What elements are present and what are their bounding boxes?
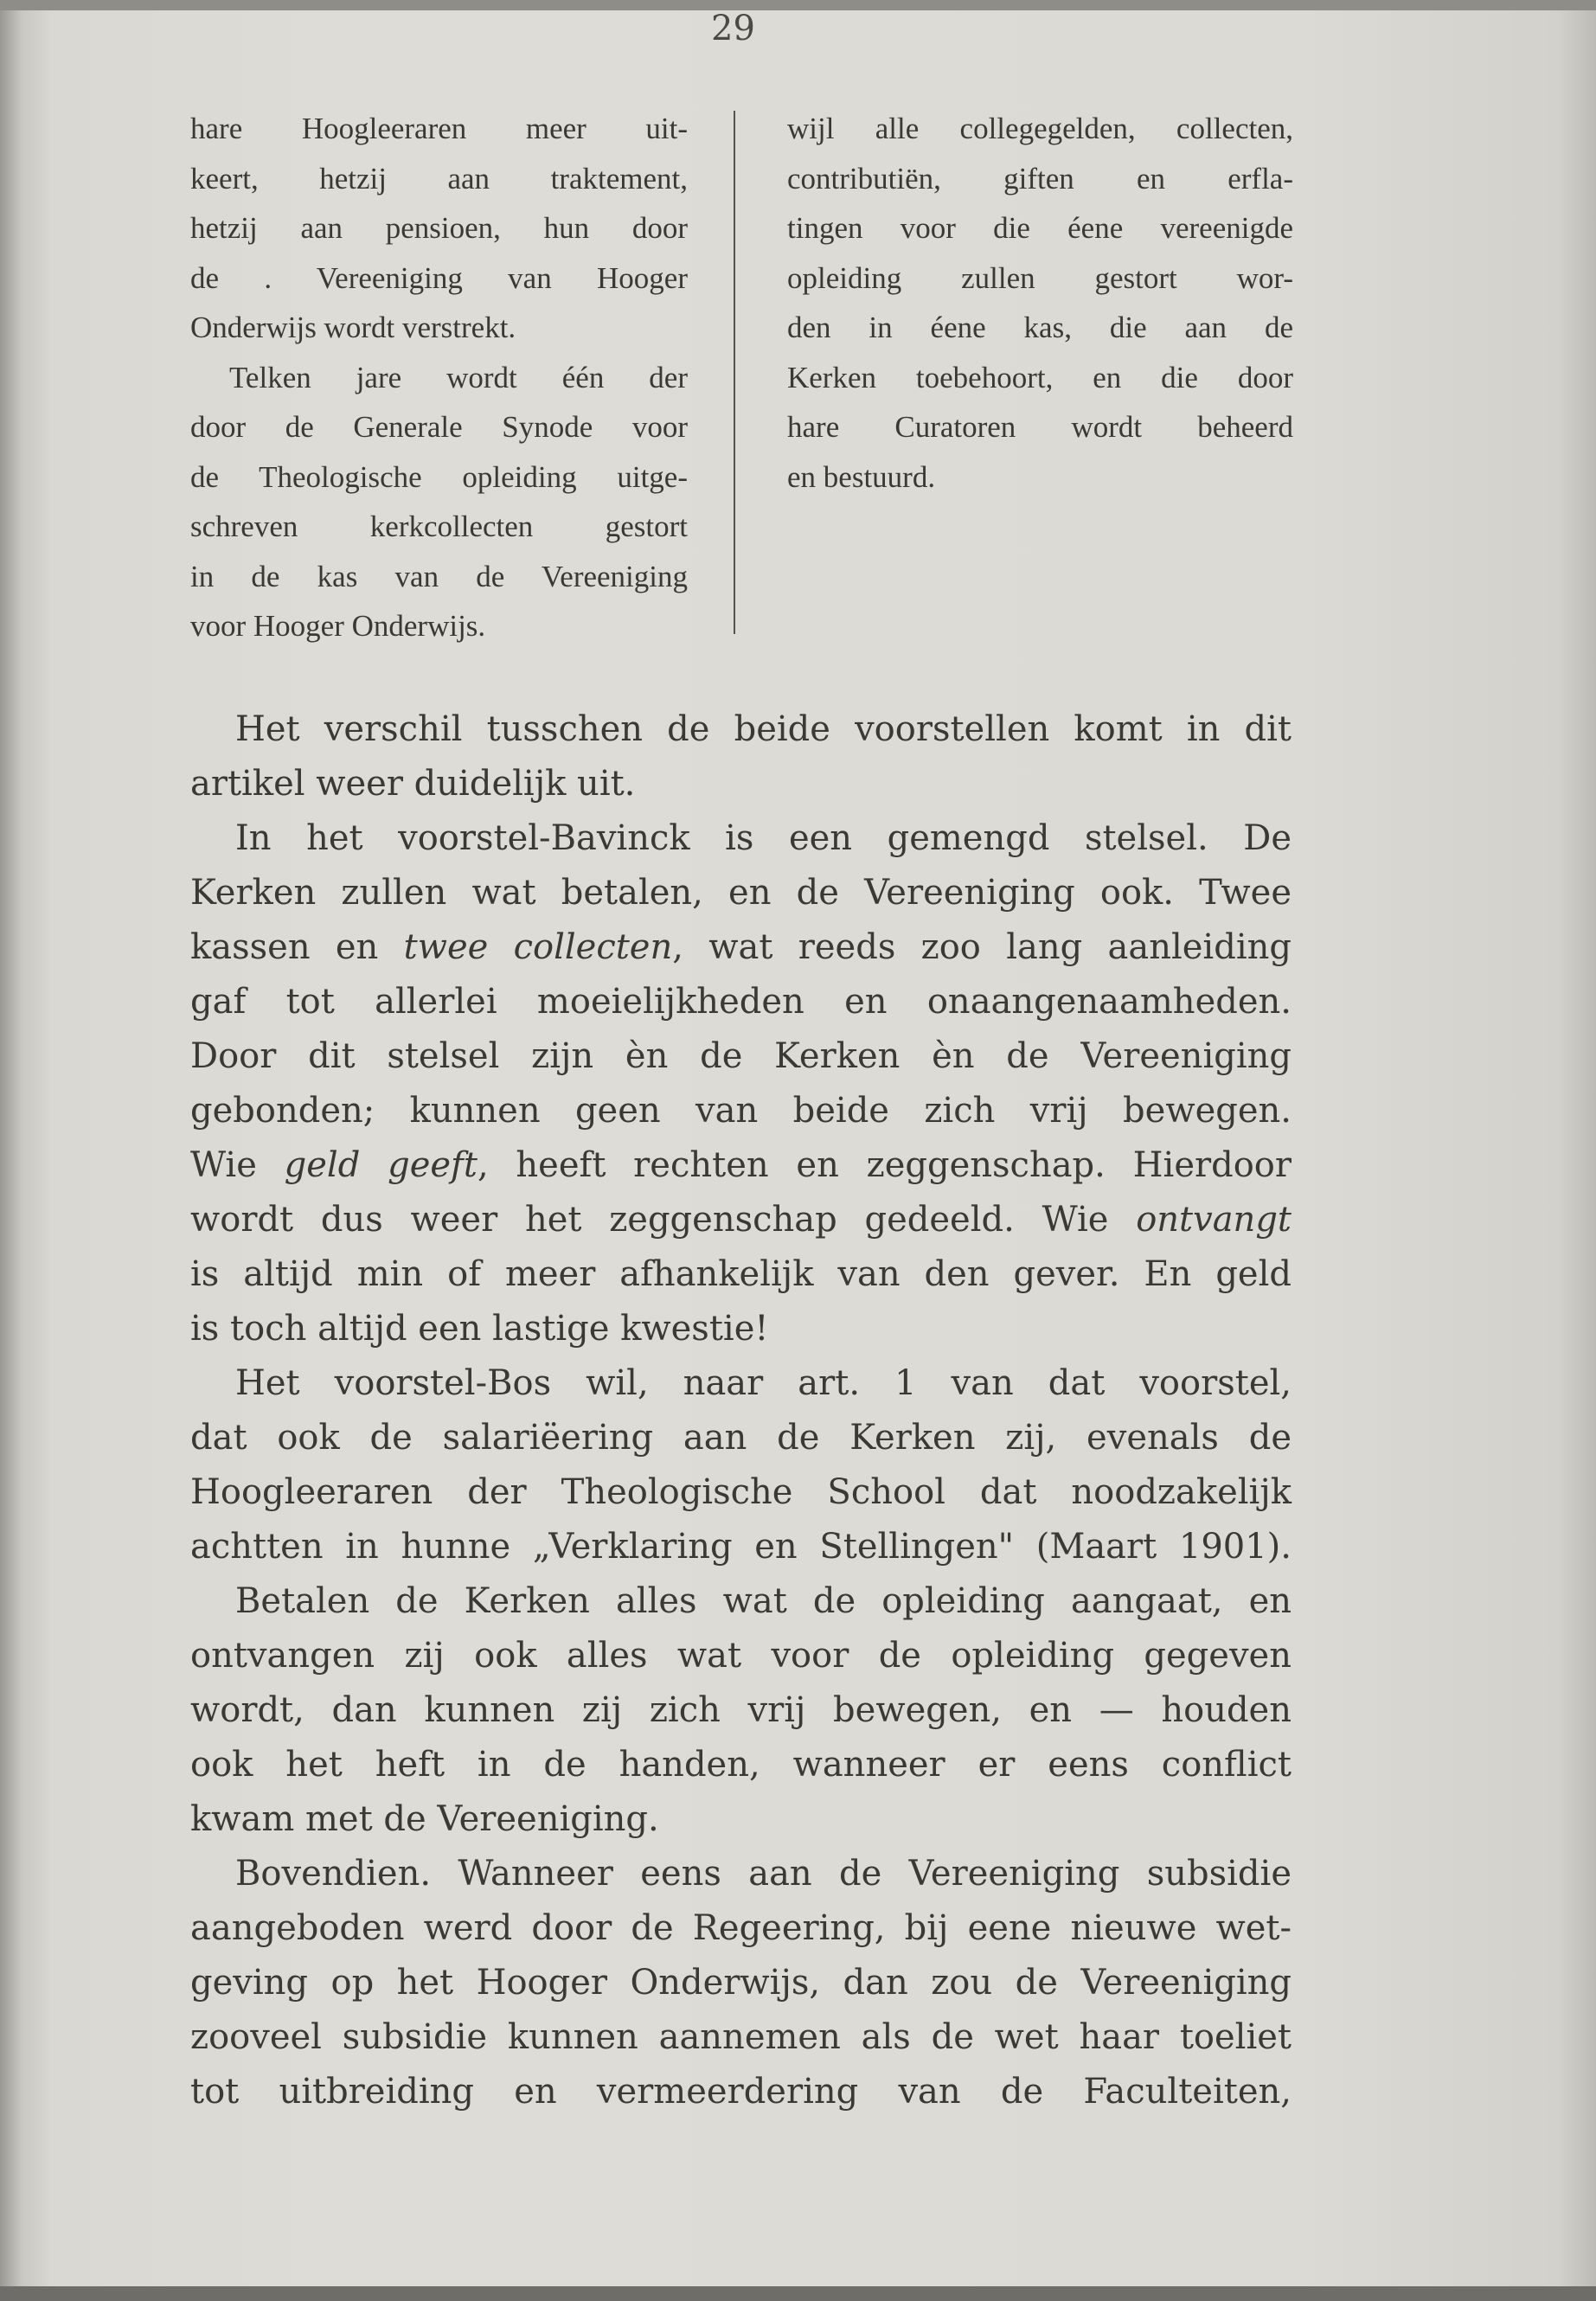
text-line — [190, 1629, 1292, 1683]
text-segment: tingen voor die éene vereenigde — [787, 211, 1293, 245]
text-line — [190, 811, 1292, 866]
text-segment: in de kas van de Vereeniging — [190, 559, 688, 593]
text-line — [190, 1411, 1292, 1465]
text-segment: Telken jare wordt één der — [229, 360, 688, 394]
text-segment: Onderwijs wordt verstrekt. — [190, 311, 516, 344]
text-segment: hetzij aan pensioen, hun door — [190, 211, 688, 245]
text-segment: geving op het Hooger Onderwijs, dan zou de Vereeniging — [190, 1963, 1292, 2003]
text-segment: den in éene kas, die aan de — [787, 311, 1293, 344]
text-segment: contributiën, giften en erfla- — [787, 161, 1293, 195]
text-segment: kwam met de Vereeniging. — [190, 1799, 659, 1839]
text-line — [190, 154, 688, 204]
text-segment: , wat reeds zoo lang aanleiding — [672, 927, 1292, 967]
text-segment: en bestuurd. — [787, 459, 936, 494]
text-segment: wijl alle collegegelden, collecten, — [787, 112, 1293, 145]
text-line — [787, 154, 1293, 204]
italic-text: geld geeft — [284, 1145, 478, 1185]
text-segment: door de Generale Synode voor — [190, 410, 688, 444]
text-line — [190, 1792, 1292, 1847]
text-line — [190, 1738, 1292, 1792]
text-line — [190, 552, 688, 602]
text-segment: In het voorstel-Bavinck is een gemengd stelsel. De — [235, 818, 1292, 858]
text-segment: Wie — [190, 1145, 285, 1185]
text-segment: voor Hooger Onderwijs. — [190, 609, 486, 643]
text-segment: gaf tot allerlei moeielijkheden en onaangenaamheden. — [190, 982, 1292, 1022]
text-line — [190, 601, 688, 651]
text-line — [190, 702, 1292, 757]
text-line — [190, 253, 688, 304]
text-segment: is altijd min of meer afhankelijk van den gever. En geld — [190, 1254, 1292, 1294]
text-line — [787, 104, 1293, 154]
text-line — [190, 1574, 1292, 1629]
text-segment: de . Vereeniging van Hooger — [190, 260, 688, 295]
text-segment: wordt, dan kunnen zij zich vrij bewegen, en — houden — [190, 1690, 1292, 1730]
text-line — [190, 104, 688, 154]
text-segment: dat ook de salariëering aan de Kerken zij, evenals de — [190, 1418, 1292, 1458]
text-line — [190, 866, 1292, 920]
text-line — [190, 1302, 1292, 1356]
text-line — [787, 402, 1293, 452]
text-line — [190, 303, 688, 353]
text-segment: keert, hetzij aan traktement, — [190, 161, 688, 195]
text-segment: schreven kerkcollecten gestort — [190, 510, 688, 543]
scan-bottom-edge — [0, 2286, 1596, 2301]
text-line — [787, 353, 1293, 403]
text-line — [190, 1084, 1292, 1138]
text-line — [787, 303, 1293, 353]
text-segment: tot uitbreiding en vermeerdering van de Faculteiten, — [190, 2072, 1292, 2112]
text-segment: achtten in hunne „Verklaring en Stellingen" (Maart 1901). — [190, 1527, 1292, 1567]
text-segment: zooveel subsidie kunnen aannemen als de wet haar toeliet — [190, 2017, 1292, 2057]
left-column — [190, 104, 688, 651]
text-segment: wordt dus weer het zeggenschap gedeeld. Wie — [190, 1200, 1137, 1240]
text-segment: de Theologische opleiding uitge- — [190, 459, 688, 494]
text-segment: Het voorstel-Bos wil, naar art. 1 van dat voorstel, — [235, 1363, 1292, 1403]
text-segment: hare Curatoren wordt beheerd — [787, 410, 1293, 444]
text-segment: ontvangen zij ook alles wat voor de opleiding gegeven — [190, 1636, 1292, 1676]
text-segment: Betalen de Kerken alles wat de opleiding aangaat, en — [235, 1581, 1292, 1621]
text-line — [190, 1847, 1292, 1901]
text-line — [190, 757, 1292, 811]
text-segment: is toch altijd een lastige kwestie! — [190, 1309, 769, 1349]
text-line — [190, 920, 1292, 975]
text-segment: Hoogleeraren der Theologische School dat noodzakelijk — [190, 1472, 1292, 1512]
text-segment: Bovendien. Wanneer eens aan de Vereeniging subsidie — [235, 1854, 1292, 1894]
text-segment: Kerken zullen wat betalen, en de Vereeniging ook. Twee — [190, 873, 1292, 913]
italic-text: twee collecten — [403, 927, 673, 967]
text-line — [190, 1193, 1292, 1247]
text-segment: Kerken toebehoort, en die door — [787, 360, 1293, 394]
text-segment: artikel weer duidelijk uit. — [190, 764, 636, 804]
text-line — [190, 1029, 1292, 1084]
text-segment: Door dit stelsel zijn èn de Kerken èn de Vereeniging — [190, 1036, 1292, 1076]
text-line — [190, 452, 688, 503]
text-line — [190, 1138, 1292, 1193]
text-segment: opleiding zullen gestort wor- — [787, 260, 1293, 295]
text-line — [190, 1956, 1292, 2010]
text-line — [190, 1247, 1292, 1302]
text-segment: , heeft rechten en zeggenschap. Hierdoor — [477, 1145, 1292, 1185]
main-text — [190, 702, 1292, 2119]
text-line — [190, 203, 688, 253]
text-line — [787, 452, 1293, 503]
text-segment: aangeboden werd door de Regeering, bij eene nieuwe wet- — [190, 1908, 1292, 1948]
text-segment: Het verschil tusschen de beide voorstellen komt in dit — [235, 709, 1292, 749]
text-line — [190, 1465, 1292, 1520]
text-line — [190, 2065, 1292, 2119]
text-line — [787, 203, 1293, 253]
right-column — [787, 104, 1293, 502]
page-number: 29 — [711, 9, 755, 48]
text-segment: gebonden; kunnen geen van beide zich vrij bewegen. — [190, 1091, 1292, 1131]
text-line — [190, 1683, 1292, 1738]
text-line — [190, 1356, 1292, 1411]
text-line — [190, 1901, 1292, 1956]
text-segment: kassen en — [190, 927, 404, 967]
text-line — [787, 253, 1293, 304]
column-divider — [734, 111, 735, 634]
text-line — [190, 502, 688, 552]
text-segment: ook het heft in de handen, wanneer er eens conflict — [190, 1745, 1292, 1785]
italic-text: ontvangt — [1136, 1200, 1292, 1240]
text-line — [190, 2010, 1292, 2065]
text-line — [190, 402, 688, 452]
text-line — [190, 1520, 1292, 1574]
text-line — [190, 353, 688, 403]
text-line — [190, 975, 1292, 1029]
text-segment: hare Hoogleeraren meer uit- — [190, 112, 688, 145]
